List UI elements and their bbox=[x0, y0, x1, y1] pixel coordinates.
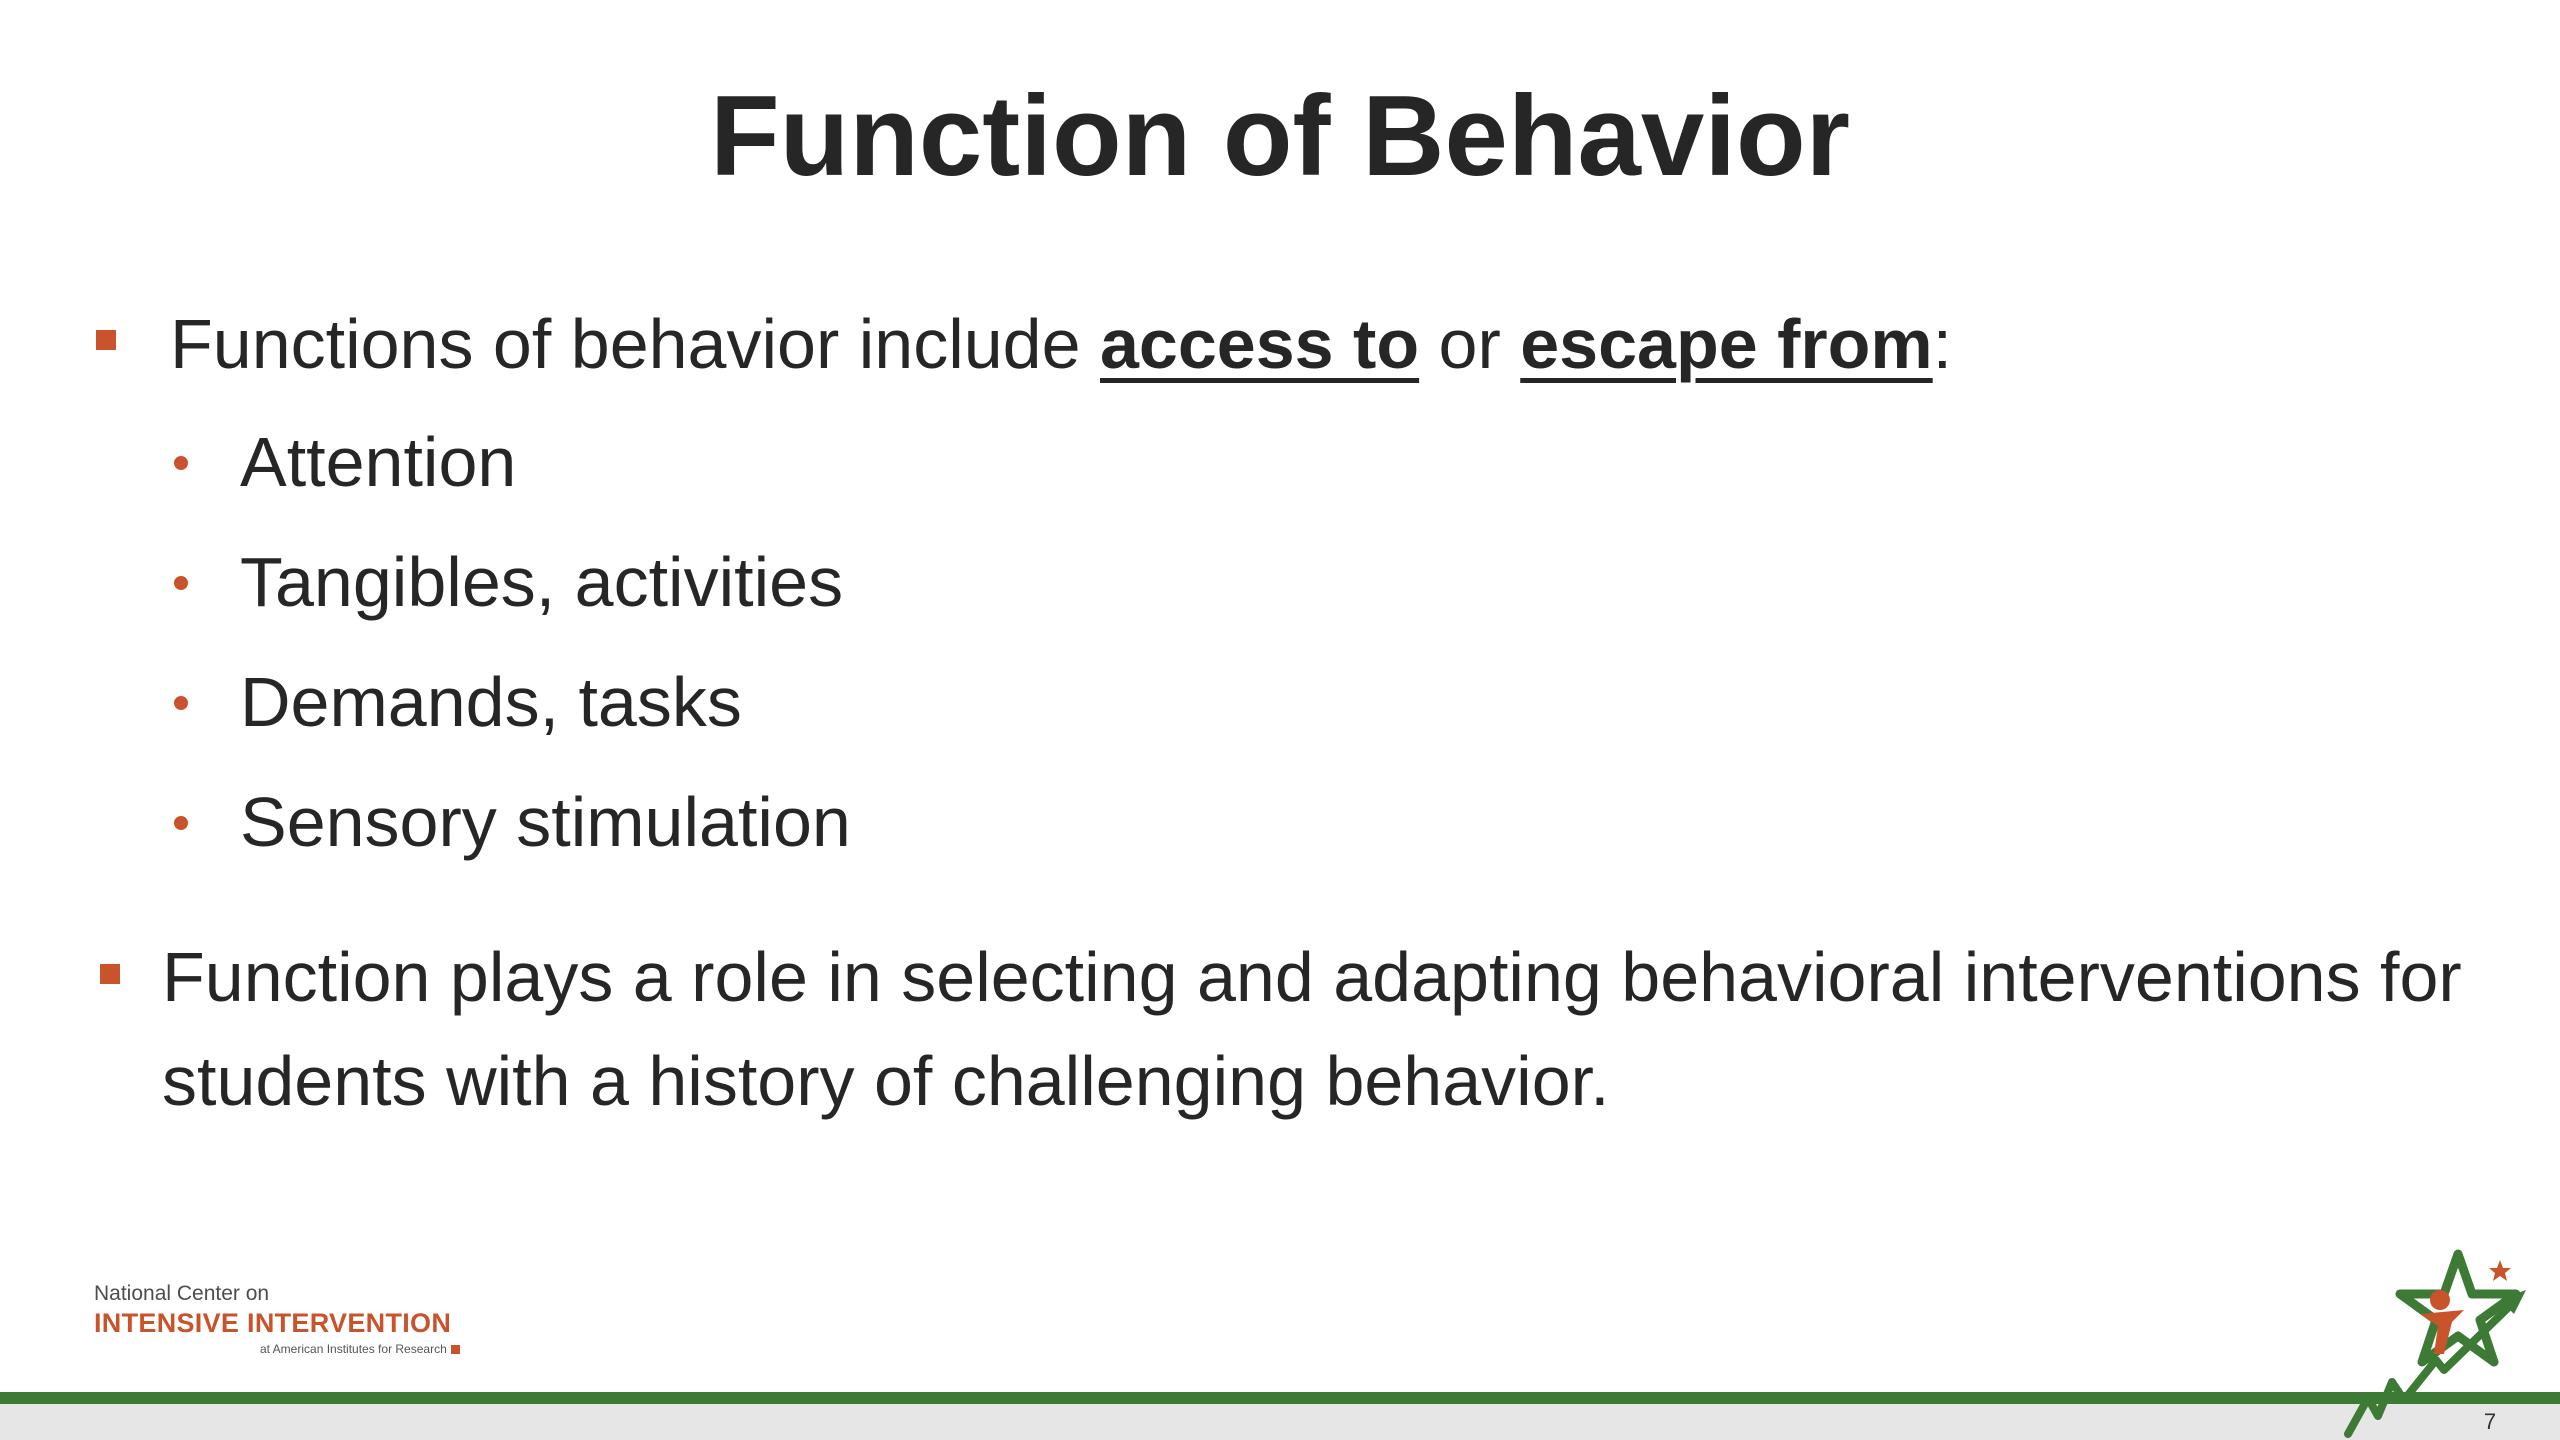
round-bullet-icon bbox=[174, 456, 188, 470]
bullet-item-functions bbox=[96, 292, 2396, 396]
sub-bullet-text: Attention bbox=[240, 423, 517, 501]
air-square-icon bbox=[451, 1345, 460, 1354]
page-number: 7 bbox=[2483, 1409, 2497, 1434]
footer-green-bar bbox=[0, 1392, 2560, 1404]
round-bullet-icon bbox=[174, 576, 188, 590]
emphasis-escape-from: escape from bbox=[1520, 305, 1933, 383]
round-bullet-icon bbox=[174, 816, 188, 830]
footer-gray-strip bbox=[0, 1404, 2560, 1440]
logo-line-national-center: National Center on bbox=[94, 1282, 270, 1305]
sub-bullet-text: Sensory stimulation bbox=[240, 783, 851, 861]
sub-bullet-text: Tangibles, activities bbox=[240, 543, 844, 621]
bullet-item-function-role bbox=[162, 925, 2462, 1133]
bullet-text-prefix: Functions of behavior include bbox=[170, 305, 1100, 383]
ncii-logo bbox=[94, 1282, 514, 1362]
square-bullet-icon bbox=[96, 330, 116, 350]
bullet-text-line: students with a history of challenging behavior. bbox=[162, 1042, 1610, 1120]
round-bullet-icon bbox=[174, 696, 188, 710]
square-bullet-icon bbox=[100, 964, 120, 984]
bullet-text-connector: or bbox=[1419, 305, 1521, 383]
slide-title: Function of Behavior bbox=[710, 73, 1850, 200]
star-figure-logo-icon bbox=[2340, 1248, 2540, 1440]
bullet-text bbox=[170, 292, 1952, 396]
bullet-text-suffix: : bbox=[1932, 305, 1953, 383]
logo-line-intensive-intervention: INTENSIVE INTERVENTION bbox=[94, 1308, 452, 1338]
bullet-text-line: Function plays a role in selecting and adapting behavioral interventions for bbox=[162, 938, 2462, 1016]
logo-line-air bbox=[260, 1342, 460, 1356]
logo-air-text: at American Institutes for Research bbox=[260, 1342, 447, 1356]
emphasis-access-to: access to bbox=[1100, 305, 1420, 383]
sub-bullet-text: Demands, tasks bbox=[240, 663, 742, 741]
